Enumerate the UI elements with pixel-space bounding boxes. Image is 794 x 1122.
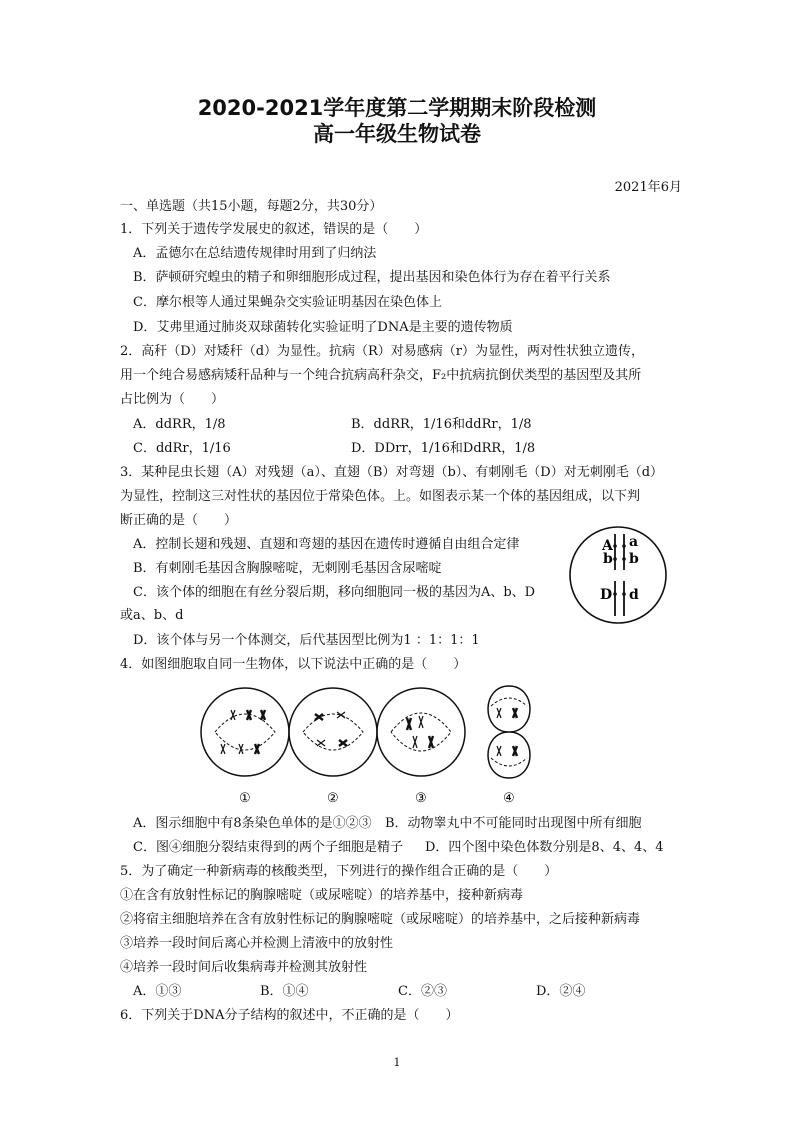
chromosome: [513, 746, 517, 756]
chromosome: [497, 746, 501, 756]
chromosome: [419, 716, 423, 728]
q3-option-a: A．控制长翅和残翅、直翅和弯翅的基因在遗传时遵循自由组合定律: [133, 537, 520, 552]
exam-title: 2020-2021学年度第二学期期末阶段检测: [197, 96, 597, 120]
chromosome: [239, 744, 243, 754]
q6-stem: 6．下列关于DNA分子结构的叙述中，不正确的是（ ）: [120, 1008, 459, 1023]
gene-label-d: d: [629, 587, 639, 603]
chromosome: [317, 740, 325, 746]
exam-date: 2021年6月: [614, 180, 682, 195]
q3-option-d: D．该个体与另一个体测交，后代基因型比例为1 ：1：1：1: [133, 633, 480, 648]
q2-option-c: C．ddRr，1/16: [133, 441, 231, 456]
q4-option-b: B．动物睾丸中不可能同时出现图中所有细胞: [385, 816, 642, 831]
locus-dot: [622, 544, 626, 548]
q5-option-b: B．①④: [260, 984, 309, 999]
locus-dot: [622, 557, 626, 561]
q5-statement-4: ④培养一段时间后收集病毒并检测其放射性: [120, 960, 368, 975]
q3-option-c-cont: 或a、b、d: [120, 608, 184, 623]
section-heading: 一、单选题（共15小题，每题2分，共30分）: [120, 199, 383, 214]
chromosome: [413, 736, 417, 748]
q1-stem: 1．下列关于遗传学发展史的叙述，错误的是（ ）: [120, 222, 428, 237]
figure-label-4: ④: [503, 791, 515, 806]
q3-option-b: B．有刺刚毛基因含胸腺嘧啶，无刺刚毛基因含尿嘧啶: [133, 561, 442, 576]
q2-option-b: B．ddRR，1/16和ddRr，1/8: [351, 417, 532, 432]
chromosome: [497, 708, 501, 718]
chromosome: [255, 744, 259, 754]
chromosome: [429, 736, 433, 748]
page-number: 1: [393, 1056, 401, 1069]
cell-3-spindle: [391, 713, 451, 751]
chromosome: [221, 744, 225, 754]
chromosome: [513, 708, 517, 718]
figure-label-1: ①: [239, 791, 251, 806]
q4-option-a: A．图示细胞中有8条染色单体的是①②③: [133, 816, 372, 831]
q3-stem-line1: 3．某种昆虫长翅（A）对残翅（a）、直翅（B）对弯翅（b）、有刺刚毛（D）对无刺刚毛（d）: [120, 465, 664, 480]
gene-label-A: A: [602, 538, 613, 554]
q5-statement-3: ③培养一段时间后离心并检测上清液中的放射性: [120, 936, 394, 951]
exam-subtitle: 高一年级生物试卷: [313, 122, 481, 146]
q2-stem-line3: 占比例为（ ）: [120, 392, 225, 407]
locus-dot: [613, 592, 617, 596]
cell-2-spindle: [303, 714, 363, 750]
chromosome: [315, 714, 323, 720]
cell-outline: [570, 527, 666, 623]
cell-4-spindle-top: [491, 698, 527, 706]
q5-option-a: A．①③: [133, 984, 182, 999]
cell-2-outline: [289, 688, 377, 776]
locus-dot: [613, 544, 617, 548]
locus-dot: [613, 557, 617, 561]
q5-option-d: D．②④: [536, 984, 586, 999]
q1-option-b: B．萨顿研究蝗虫的精子和卵细胞形成过程，提出基因和染色体行为存在着平行关系: [133, 270, 611, 285]
q5-stem: 5．为了确定一种新病毒的核酸类型，下列进行的操作组合正确的是（ ）: [120, 864, 558, 879]
genotype-diagram: [566, 524, 670, 626]
q5-statement-1: ①在含有放射性标记的胸腺嘧啶（或尿嘧啶）的培养基中，接种新病毒: [120, 888, 524, 903]
chromosome: [407, 718, 411, 730]
q5-statement-2: ②将宿主细胞培养在含有放射性标记的胸腺嘧啶（或尿嘧啶）的培养基中，之后接种新病毒: [120, 912, 641, 927]
chromosome: [261, 710, 265, 720]
locus-dot: [622, 592, 626, 596]
cell-division-figure: [195, 682, 555, 808]
q2-option-a: A．ddRR，1/8: [133, 417, 226, 432]
q4-option-d: D．四个图中染色体数分别是8、4、4、4: [425, 840, 664, 855]
chromosome: [339, 740, 347, 746]
q1-option-d: D．艾弗里通过肺炎双球菌转化实验证明了DNA是主要的遗传物质: [133, 320, 513, 335]
q3-option-c: C．该个体的细胞在有丝分裂后期，移向细胞同一极的基因为A、b、D: [133, 585, 536, 600]
cell-4-spindle-bottom: [491, 758, 527, 766]
q5-option-c: C．②③: [398, 984, 447, 999]
cell-3-outline: [377, 688, 465, 776]
figure-label-2: ②: [327, 791, 339, 806]
gene-label-D: D: [600, 587, 613, 603]
q4-option-c: C．图④细胞分裂结束得到的两个子细胞是精子: [133, 840, 403, 855]
gene-label-b-right: b: [629, 551, 639, 567]
cell-4-outline: [488, 686, 530, 778]
q2-stem-line2: 用一个纯合易感病矮秆品种与一个纯合抗病高秆杂交，F₂中抗病抗倒伏类型的基因型及其所: [120, 368, 642, 383]
q3-stem-line2: 为显性，控制这三对性状的基因位于常染色体。上。如图表示某一个体的基因组成，以下判: [120, 489, 641, 504]
q1-option-c: C．摩尔根等人通过果蝇杂交实验证明基因在染色体上: [133, 295, 442, 310]
q1-option-a: A．孟德尔在总结遗传规律时用到了归纳法: [133, 246, 377, 261]
gene-label-a: a: [629, 534, 639, 550]
cell-1-outline: [201, 688, 289, 776]
q2-option-d: D．DDrr，1/16和DdRR，1/8: [351, 441, 536, 456]
q4-stem: 4．如图细胞取自同一生物体，以下说法中正确的是（ ）: [120, 657, 467, 672]
figure-label-3: ③: [415, 791, 427, 806]
q3-stem-line3: 断正确的是（ ）: [120, 513, 238, 528]
q2-stem-line1: 2．高秆（D）对矮秆（d）为显性。抗病（R）对易感病（r）为显性，两对性状独立遗传，: [120, 344, 645, 359]
chromosome: [231, 710, 235, 720]
gene-label-b-left: b: [603, 551, 613, 567]
